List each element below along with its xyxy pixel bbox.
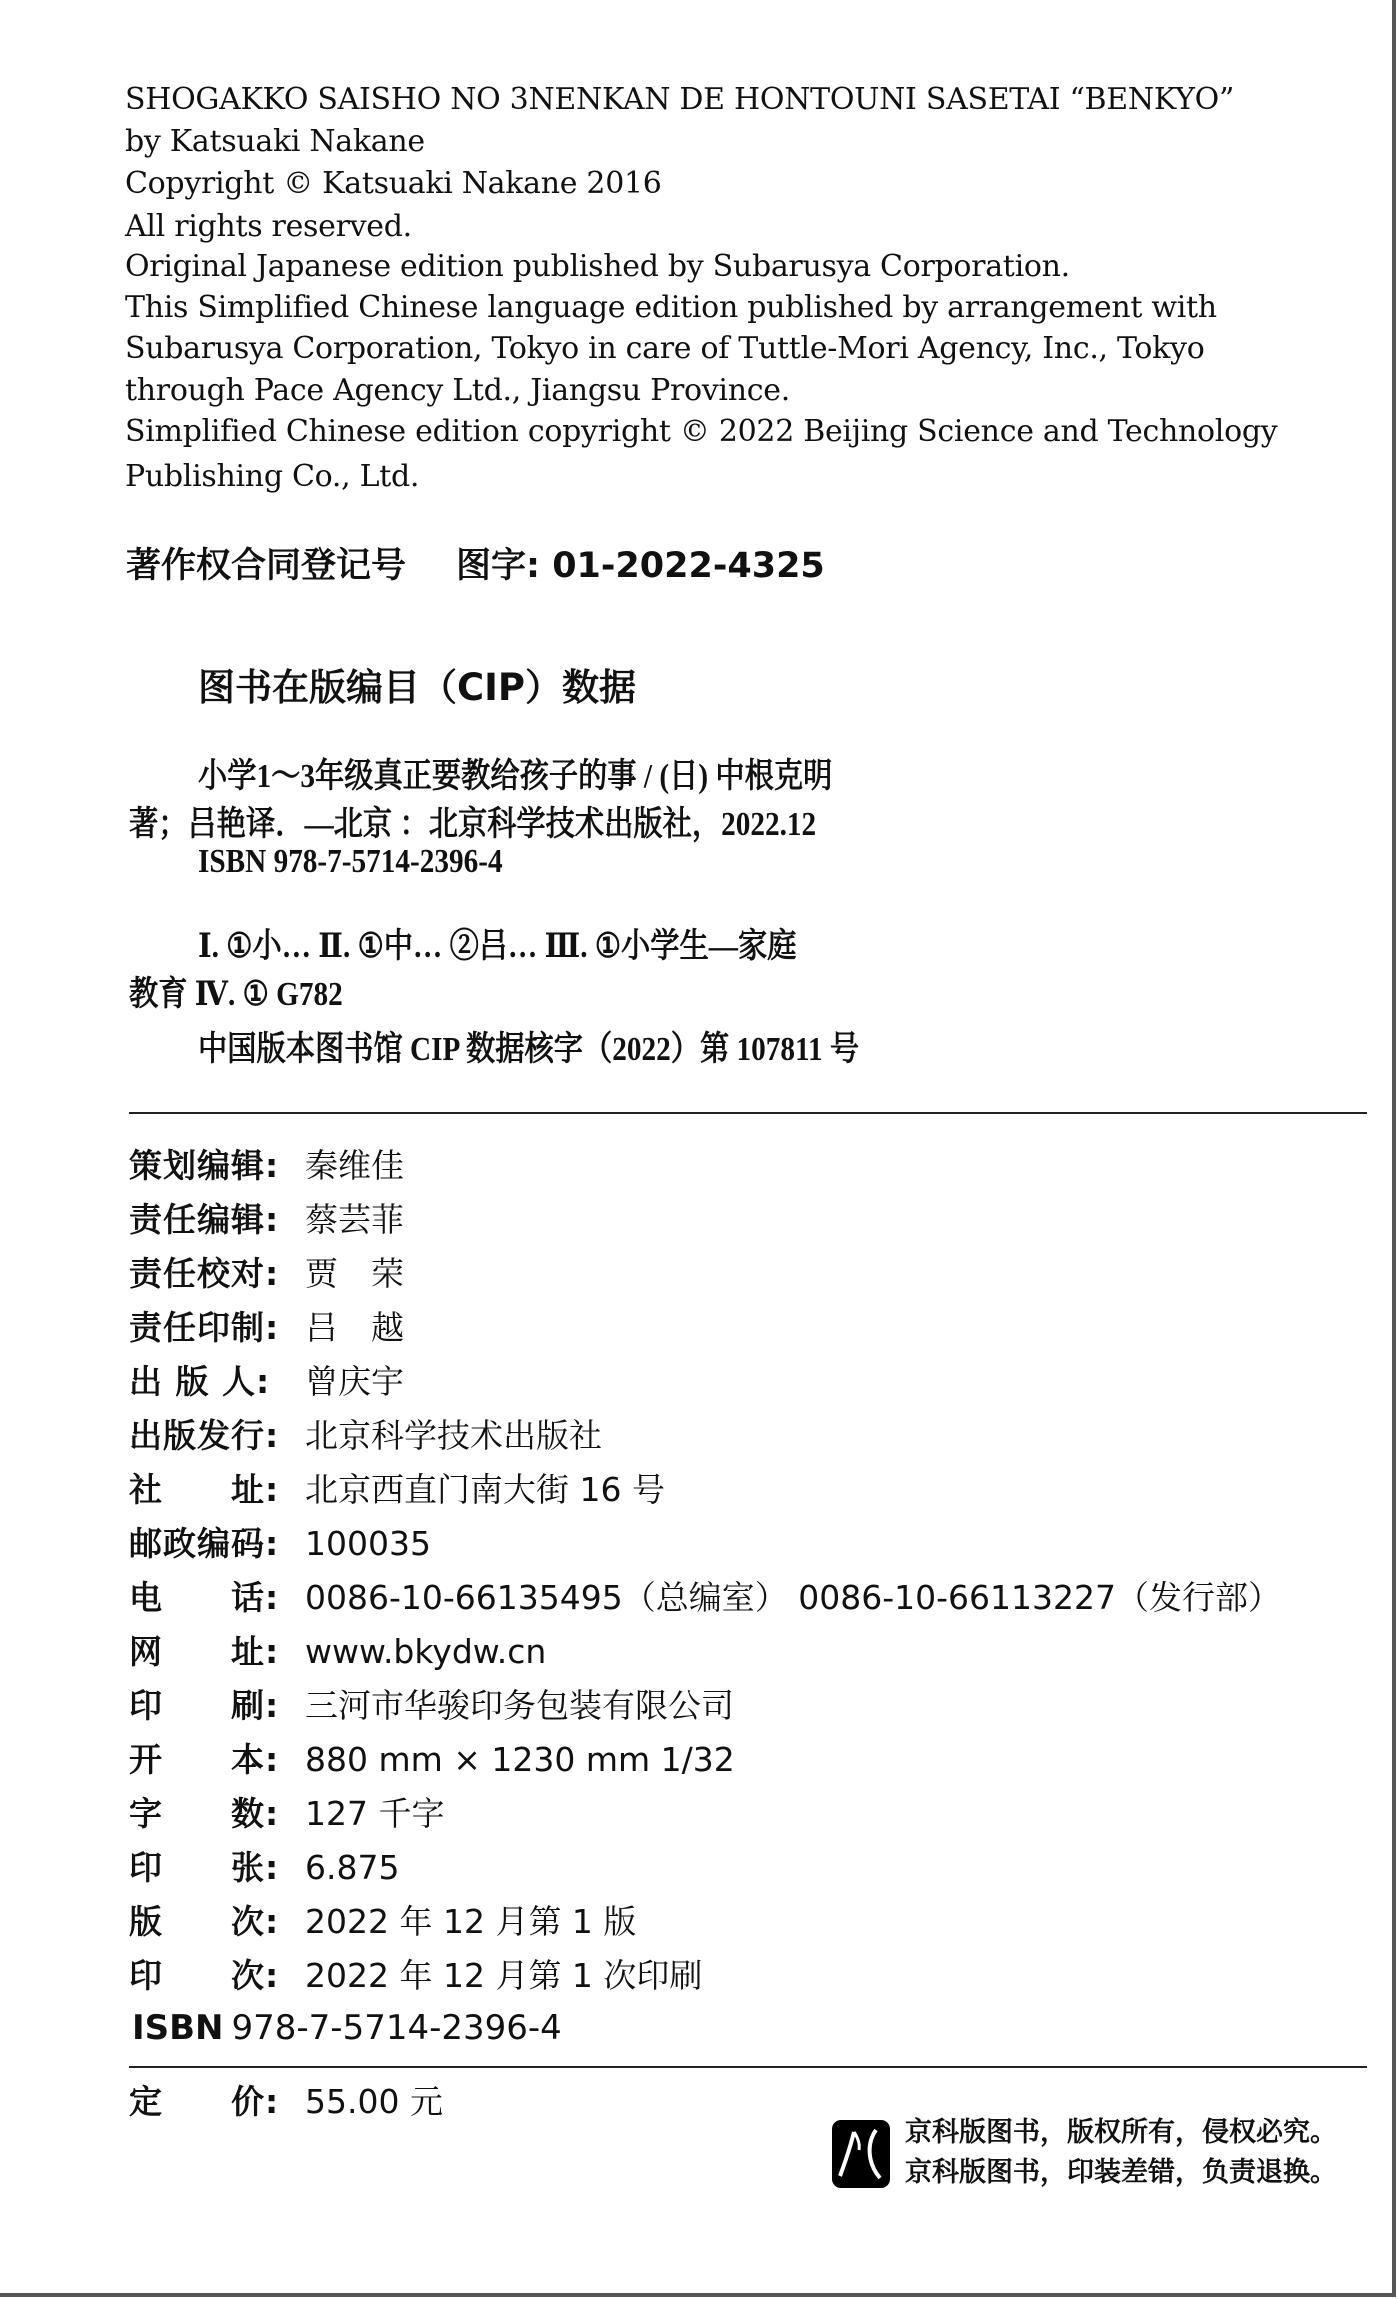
cip-heading: 图书在版编目（CIP）数据	[198, 666, 637, 709]
credit-value: 6.875	[305, 1848, 400, 1887]
credit-label: 邮政编码:	[129, 1524, 280, 1563]
registration-label: 著作权合同登记号	[126, 546, 407, 586]
publisher-logo-icon	[832, 2120, 890, 2188]
credit-value: 秦维佳	[305, 1146, 404, 1185]
footer-notice: 京科版图书，印装差错，负责退换。	[905, 2157, 1337, 2188]
isbn-value: 978-7-5714-2396-4	[231, 2008, 562, 2048]
credit-value: 贾 荣	[305, 1254, 404, 1293]
cip-line: ISBN 978-7-5714-2396-4	[198, 843, 503, 880]
copyright-line: through Pace Agency Ltd., Jiangsu Province.	[125, 373, 790, 408]
copyright-line: Original Japanese edition published by Subarusya Corporation.	[125, 249, 1070, 284]
credit-value: 2022 年 12 月第 1 版	[305, 1902, 637, 1941]
credit-value: 0086-10-66135495（总编室） 0086-10-66113227（发行部）	[305, 1578, 1281, 1617]
credit-label: 策划编辑:	[129, 1146, 280, 1185]
credit-value: 127 千字	[305, 1794, 445, 1833]
credit-label: 印 刷:	[129, 1686, 280, 1725]
credit-row	[129, 1680, 734, 1727]
footer-notice: 京科版图书，版权所有，侵权必究。	[905, 2117, 1337, 2148]
price-value: 55.00 元	[305, 2082, 443, 2121]
credit-value: 北京科学技术出版社	[305, 1416, 602, 1455]
credit-value: 三河市华骏印务包装有限公司	[305, 1686, 734, 1725]
credit-label: 网 址:	[129, 1632, 280, 1671]
copyright-line: by Katsuaki Nakane	[125, 124, 425, 159]
credit-row	[129, 1842, 399, 1889]
credit-row	[129, 1734, 735, 1781]
credit-label: 责任校对:	[129, 1254, 280, 1293]
credit-label: 开 本:	[129, 1740, 280, 1779]
credit-label: 字 数:	[129, 1794, 280, 1833]
copyright-line: Simplified Chinese edition copyright © 2022 Beijing Science and Technology	[125, 414, 1278, 449]
cip-line: 小学1～3年级真正要教给孩子的事 / (日) 中根克明	[198, 758, 833, 795]
credit-label: 版 次:	[129, 1902, 280, 1941]
copyright-line: All rights reserved.	[125, 209, 412, 244]
cip-line: 教育 Ⅳ. ① G782	[129, 976, 343, 1013]
credit-label: 印 次:	[129, 1956, 280, 1995]
credit-row	[129, 1788, 444, 1835]
credit-value: 100035	[305, 1524, 431, 1563]
registration-number	[126, 538, 875, 588]
cip-line: Ⅰ. ①小… Ⅱ. ①中… ②吕… Ⅲ. ①小学生—家庭	[198, 928, 797, 965]
credit-label: 出版发行:	[129, 1416, 280, 1455]
credit-label: 社 址:	[129, 1470, 280, 1509]
registration-value: 图字: 01-2022-4325	[456, 546, 825, 586]
copyright-line: This Simplified Chinese language edition published by arrangement with	[125, 290, 1217, 325]
credit-row	[129, 1248, 404, 1295]
credit-value: 北京西直门南大街 16 号	[305, 1470, 665, 1509]
credit-row	[129, 1302, 404, 1349]
credit-label: 电 话:	[129, 1578, 280, 1617]
credit-value: 曾庆宇	[305, 1362, 404, 1401]
credit-value: 2022 年 12 月第 1 次印刷	[305, 1956, 703, 1995]
price-row	[129, 2076, 443, 2123]
credit-row	[129, 1896, 636, 1943]
cip-line: 著；吕艳译．—北京 ：北京科学技术出版社，2022.12	[129, 806, 817, 843]
credit-row	[129, 1950, 702, 1997]
credit-row	[129, 1572, 1281, 1619]
copyright-line: Publishing Co., Ltd.	[125, 459, 420, 494]
credit-row	[129, 1140, 404, 1187]
credit-value: 880 mm × 1230 mm 1/32	[305, 1740, 735, 1779]
divider	[129, 2066, 1367, 2068]
cip-number: 中国版本图书馆 CIP 数据核字（2022）第 107811 号	[198, 1031, 860, 1068]
credit-row	[129, 1626, 546, 1673]
credit-label: 印 张:	[129, 1848, 280, 1887]
isbn-label: ISBN	[132, 2008, 224, 2048]
copyright-line: SHOGAKKO SAISHO NO 3NENKAN DE HONTOUNI SASETAI “BENKYO”	[125, 82, 1234, 117]
credit-label: 责任印制:	[129, 1308, 280, 1347]
price-label: 定 价:	[129, 2082, 280, 2121]
credit-value: www.bkydw.cn	[305, 1632, 547, 1671]
copyright-line: Copyright © Katsuaki Nakane 2016	[125, 166, 662, 201]
credit-row	[129, 1518, 431, 1565]
credit-row	[129, 1356, 404, 1403]
credit-value: 吕 越	[305, 1308, 404, 1347]
credit-label: 责任编辑:	[129, 1200, 280, 1239]
credit-row	[129, 1194, 404, 1241]
divider	[129, 1112, 1367, 1114]
copyright-line: Subarusya Corporation, Tokyo in care of Tuttle-Mori Agency, Inc., Tokyo	[125, 331, 1205, 366]
credit-row	[129, 1464, 665, 1511]
credit-row	[129, 1410, 602, 1457]
credit-label: 出 版 人:	[129, 1362, 271, 1401]
credit-value: 蔡芸菲	[305, 1200, 404, 1239]
isbn-line	[132, 2008, 562, 2048]
